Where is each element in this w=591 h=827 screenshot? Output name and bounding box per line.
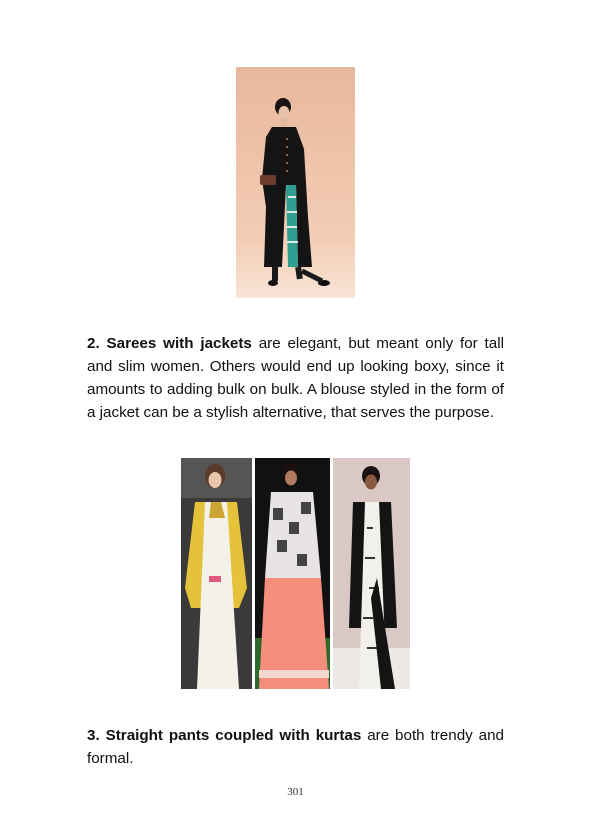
paragraph-body: are both trendy and formal.: [87, 727, 504, 767]
collage-panel-yellow-jacket: [181, 458, 252, 689]
paragraph-sarees-with-jackets: [87, 332, 504, 424]
page-number: 301: [287, 786, 304, 798]
paragraph-number: 2.: [87, 335, 100, 352]
paragraph-heading: Straight pants coupled with kurtas: [105, 727, 362, 744]
paragraph-number: 3.: [87, 727, 100, 744]
paragraph-straight-pants-kurtas: [87, 724, 504, 770]
collage-panel-runway-black-white: [333, 458, 410, 689]
photo-collage-sarees-with-jackets: [181, 458, 410, 689]
photo-black-long-jacket: [236, 67, 355, 298]
collage-panel-coral-saree: [255, 458, 330, 689]
paragraph-body: are elegant, but meant only for tall and slim women. Others would end up looking boxy, since it amounts to adding bulk on bulk. A blouse styled in the form of a jacket can be a stylish alternative, that serves the purpose.: [87, 335, 504, 421]
paragraph-heading: Sarees with jackets: [106, 335, 252, 352]
